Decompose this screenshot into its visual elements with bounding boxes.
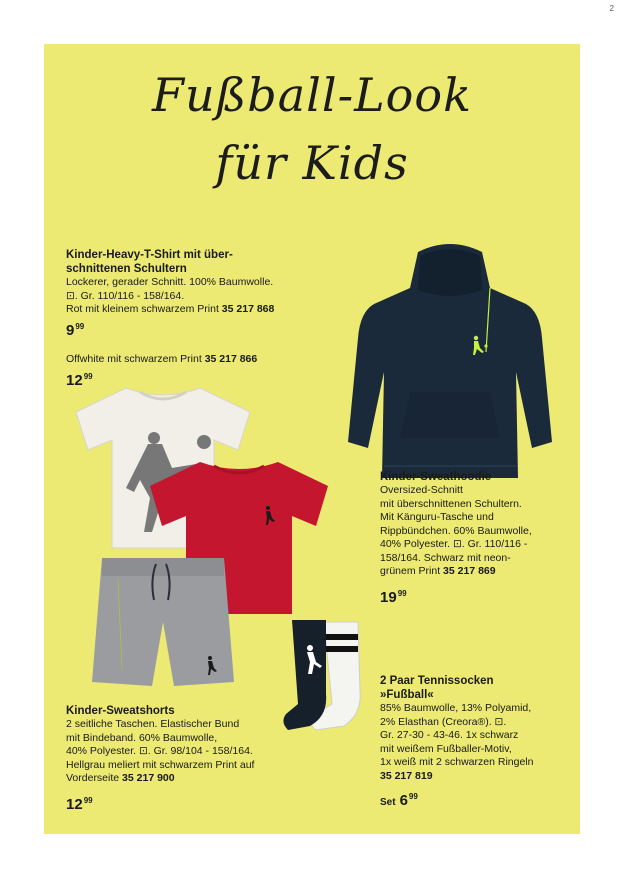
tshirt-variant-red: Rot mit kleinem schwarzem Print 35 217 868 xyxy=(66,303,275,315)
tshirt-title: Kinder-Heavy-T-Shirt mit über- schnittenen Schultern xyxy=(66,249,233,275)
headline-line-2: für Kids xyxy=(215,136,409,190)
yellow-panel xyxy=(44,44,580,834)
tshirt-red-article: 35 217 868 xyxy=(221,303,275,315)
socks-price: $6^{99}$ xyxy=(399,792,418,809)
socks-price-row xyxy=(380,787,570,810)
hoodie-block xyxy=(380,470,570,606)
hoodie-description: Oversized-Schnitt mit überschnittenen Schultern. Mit Känguru-Tasche und Rippbündchen. 60% Baumwolle, 40% Polyester. ⊡. Gr. 110/116 - 158/164. Schwarz mit neon- grünem Print 35 217 869 xyxy=(380,484,532,577)
tshirt-white-price: $12^{99}$ xyxy=(66,371,93,389)
shorts-block xyxy=(66,704,336,813)
hoodie-article: 35 217 869 xyxy=(443,565,496,577)
tshirt-block xyxy=(66,248,336,389)
hoodie-image xyxy=(340,242,560,494)
page-number: 2 xyxy=(609,4,614,13)
socks-block xyxy=(380,674,570,810)
socks-description: 85% Baumwolle, 13% Polyamid, 2% Elasthan (Creora®). ⊡. Gr. 27-30 - 43-46. 1x schwarz mit weißem Fußballer-Motiv, 1x weiß mit 2 schwarzen Ringeln 35 217 819 xyxy=(380,702,534,782)
tshirt-white-article: 35 217 866 xyxy=(204,353,258,365)
shorts-price: $12^{99}$ xyxy=(66,795,93,813)
socks-title: 2 Paar Tennissocken »Fußball« xyxy=(380,675,494,701)
hoodie-title: Kinder-Sweathoodie xyxy=(380,471,492,483)
headline-line-1: Fußball-Look xyxy=(152,68,472,122)
shorts-description: 2 seitliche Taschen. Elastischer Bund mit Bindeband. 60% Baumwolle, 40% Polyester. ⊡. Gr. 98/104 - 158/164. Hellgrau meliert mit schwarzem Print auf Vorderseite 35 217 900 xyxy=(66,718,255,784)
shorts-article: 35 217 900 xyxy=(122,772,175,784)
socks-set-label: Set xyxy=(380,797,396,808)
sweatshorts-image xyxy=(88,550,238,692)
tshirt-variant-white: Offwhite mit schwarzem Print 35 217 866 xyxy=(66,353,258,365)
socks-article: 35 217 819 xyxy=(380,769,433,782)
shorts-title: Kinder-Sweatshorts xyxy=(66,705,175,717)
tshirt-description: Lockerer, gerader Schnitt. 100% Baumwolle. ⊡. Gr. 110/116 - 158/164. xyxy=(66,276,274,302)
tshirt-red-price: $9^{99}$ xyxy=(66,321,85,339)
hoodie-price: $19^{99}$ xyxy=(380,588,407,606)
